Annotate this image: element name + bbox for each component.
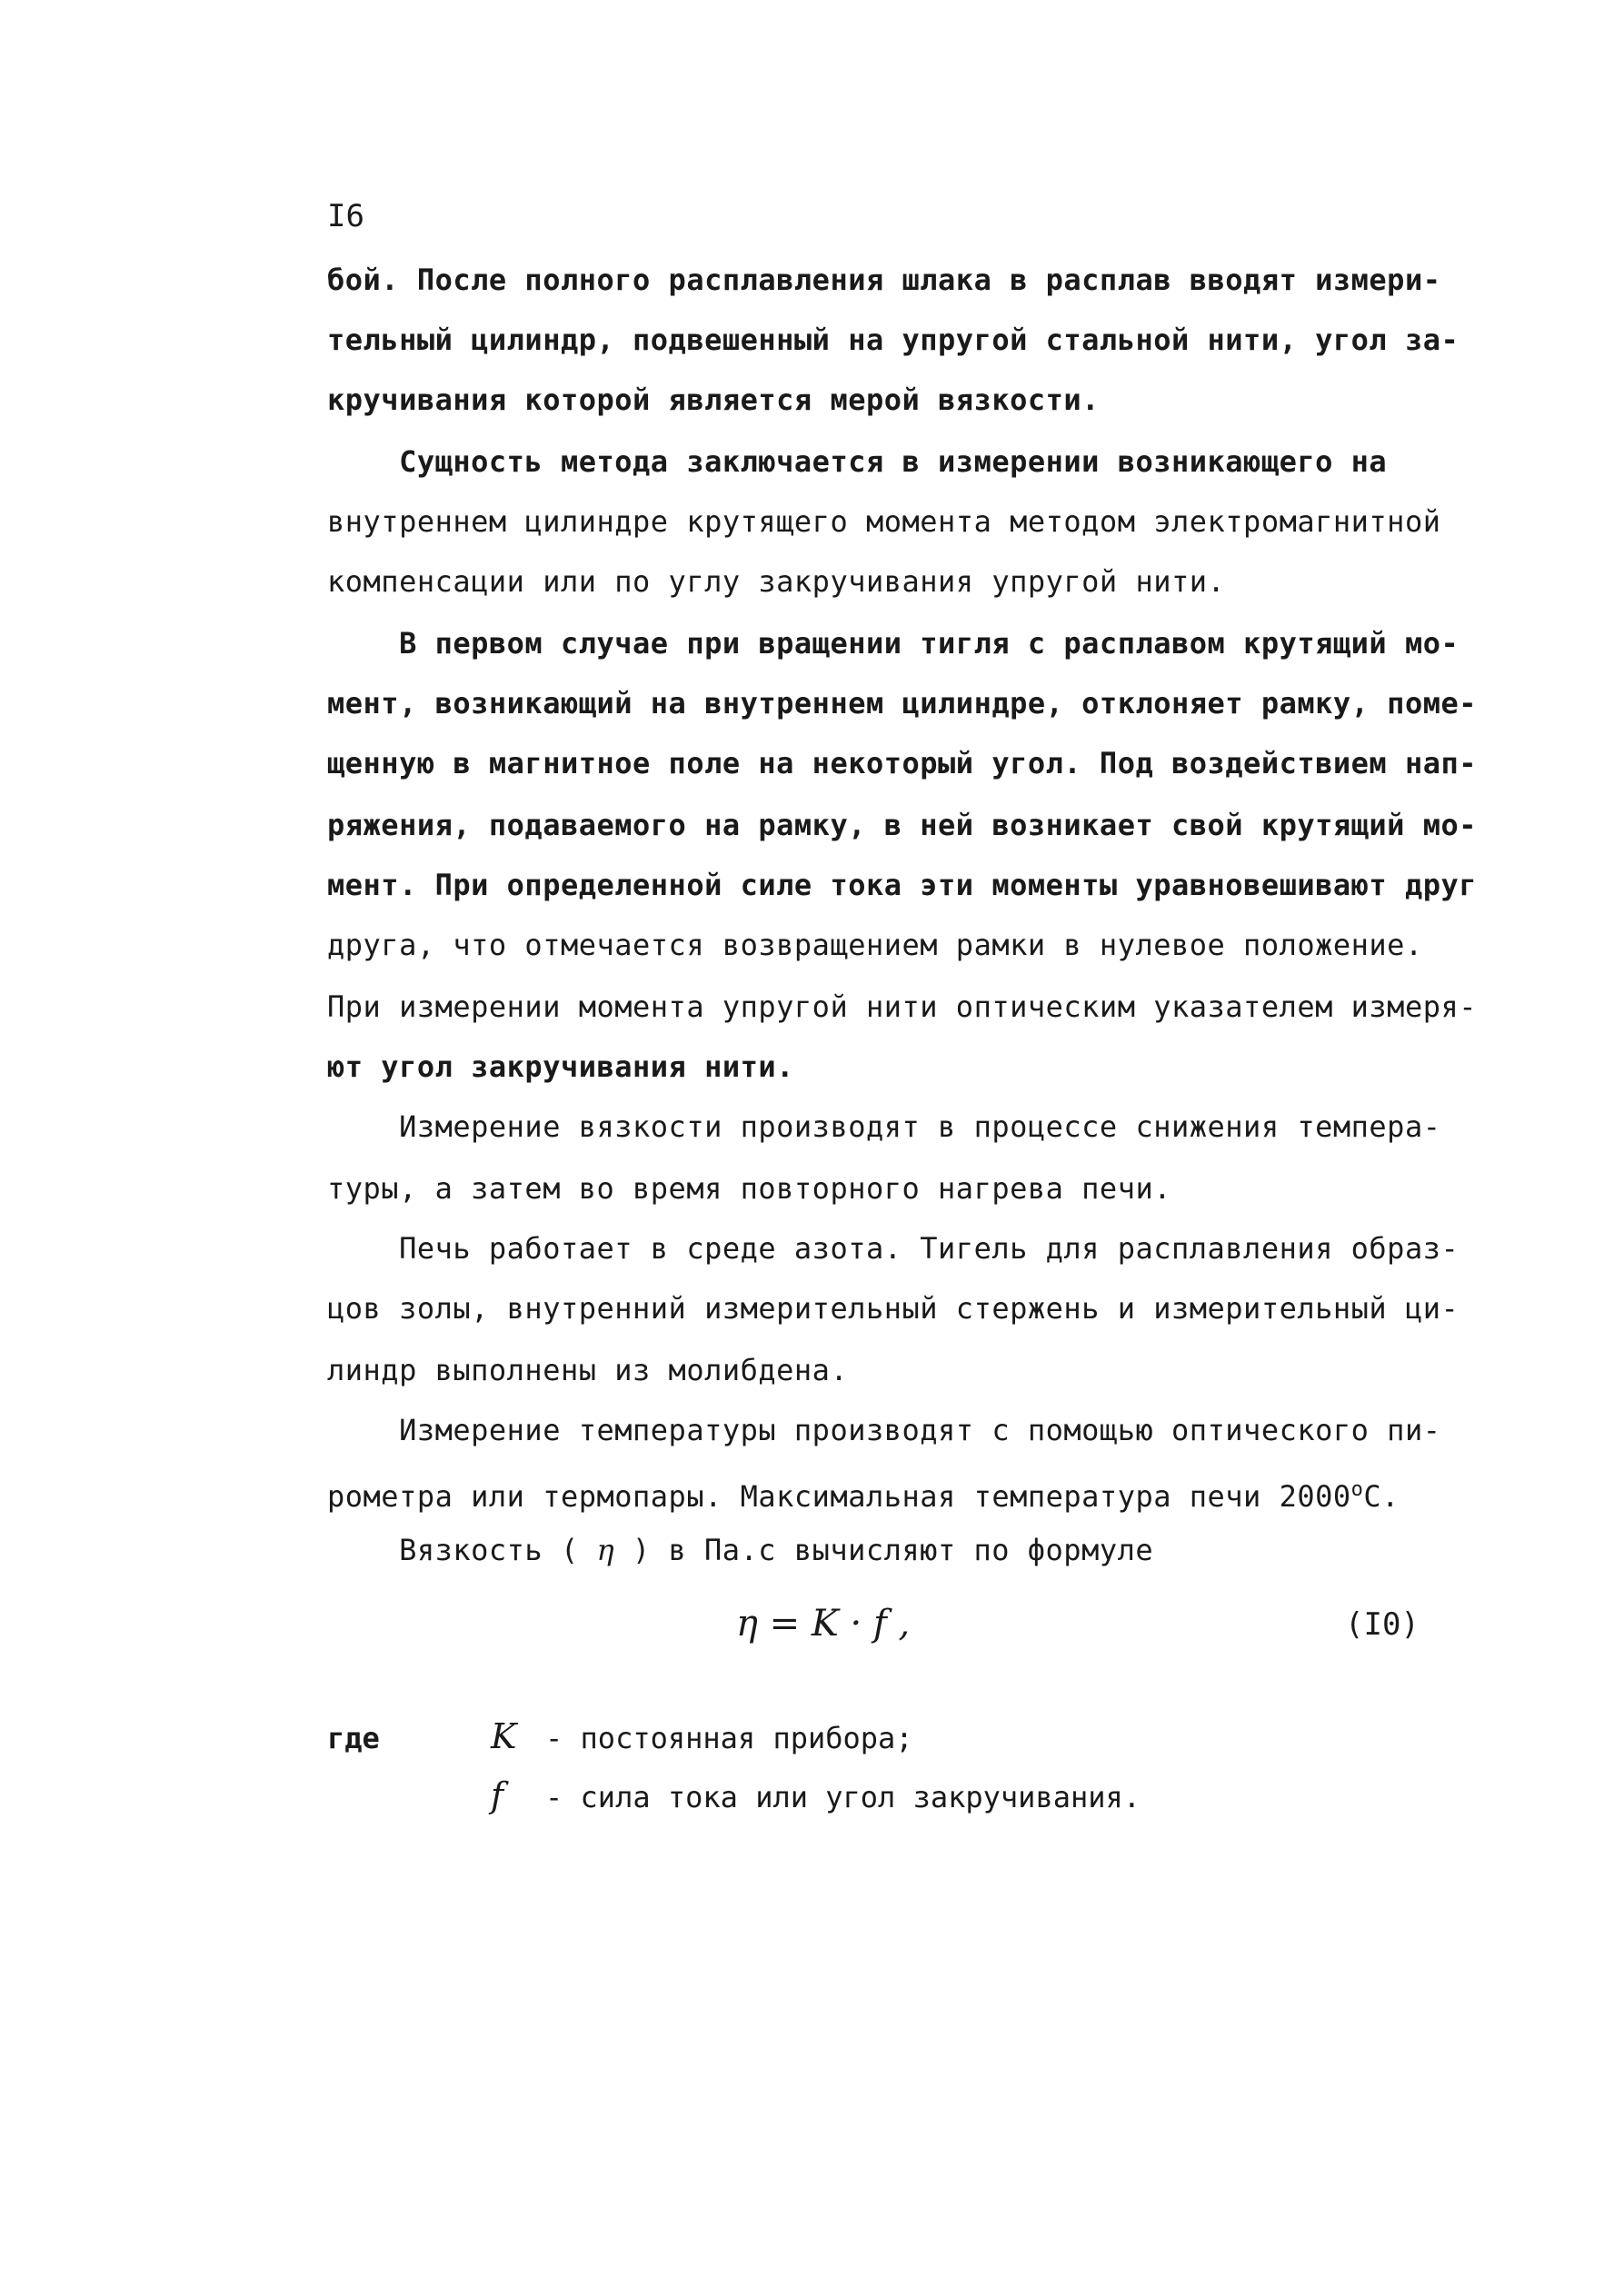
text-line-temperature xyxy=(327,1472,1400,1515)
text-line: компенсации или по углу закручивания упругой нити. xyxy=(327,564,1226,599)
text-line: В первом случае при вращении тигля с расплавом крутящий мо- xyxy=(327,626,1460,661)
viscosity-line xyxy=(327,1532,1153,1568)
text-line: щенную в магнитное поле на некоторый угол. Под воздействием нап- xyxy=(327,746,1477,780)
definition-symbol: K xyxy=(491,1716,517,1756)
text-line: цов золы, внутренний измерительный стержень и измерительный ци- xyxy=(327,1291,1460,1326)
text-line: Измерение вязкости производят в процессе снижения темпера- xyxy=(327,1109,1441,1144)
definitions-where: где xyxy=(327,1721,380,1755)
text-line: При измерении момента упругой нити оптическим указателем измеря- xyxy=(327,989,1477,1024)
text-line: ряжения, подаваемого на рамку, в ней возникает свой крутящий мо- xyxy=(327,808,1477,842)
viscosity-symbol: η xyxy=(596,1533,615,1567)
text-line: линдр выполнены из молибдена. xyxy=(327,1353,849,1387)
definition-text: - постоянная прибора; xyxy=(545,1721,913,1755)
text-line: Печь работает в среде азота. Тигель для расплавления образ- xyxy=(327,1231,1460,1266)
formula-number: (I0) xyxy=(1345,1606,1420,1643)
text-line: Сущность метода заключается в измерении возникающего на xyxy=(327,444,1388,479)
definition-symbol: f xyxy=(491,1775,504,1815)
text-line: кручивания которой является мерой вязкости. xyxy=(327,383,1100,417)
text-line: друга, что отмечается возвращением рамки в нулевое положение. xyxy=(327,928,1423,962)
degree-sign: o xyxy=(1350,1478,1364,1501)
text-line: туры, а затем во время повторного нагрева печи. xyxy=(327,1171,1171,1206)
text-line: мент, возникающий на внутреннем цилиндре, отклоняет рамку, поме- xyxy=(327,686,1477,721)
formula: η = K · f , xyxy=(736,1603,911,1645)
text-line: бой. После полного расплавления шлака в расплав вводят измери- xyxy=(327,263,1441,297)
text-line-suffix: С. xyxy=(1363,1479,1400,1514)
viscosity-prefix: Вязкость ( xyxy=(327,1533,597,1567)
text-line: мент. При определенной силе тока эти моменты уравновешивают друг xyxy=(327,868,1477,902)
text-line: внутреннем цилиндре крутящего момента методом электромагнитной xyxy=(327,504,1441,539)
page-number: I6 xyxy=(327,198,364,234)
viscosity-suffix: ) в Па.с вычисляют по формуле xyxy=(614,1533,1154,1567)
text-line: ют угол закручивания нити. xyxy=(327,1049,794,1084)
text-line: Измерение температуры производят с помощью оптического пи- xyxy=(327,1413,1441,1447)
text-line: тельный цилиндр, подвешенный на упругой стальной нити, угол за- xyxy=(327,323,1460,357)
definition-text: - сила тока или угол закручивания. xyxy=(545,1780,1141,1814)
text-line: рометра или термопары. Максимальная температура печи 2000 xyxy=(327,1479,1351,1514)
